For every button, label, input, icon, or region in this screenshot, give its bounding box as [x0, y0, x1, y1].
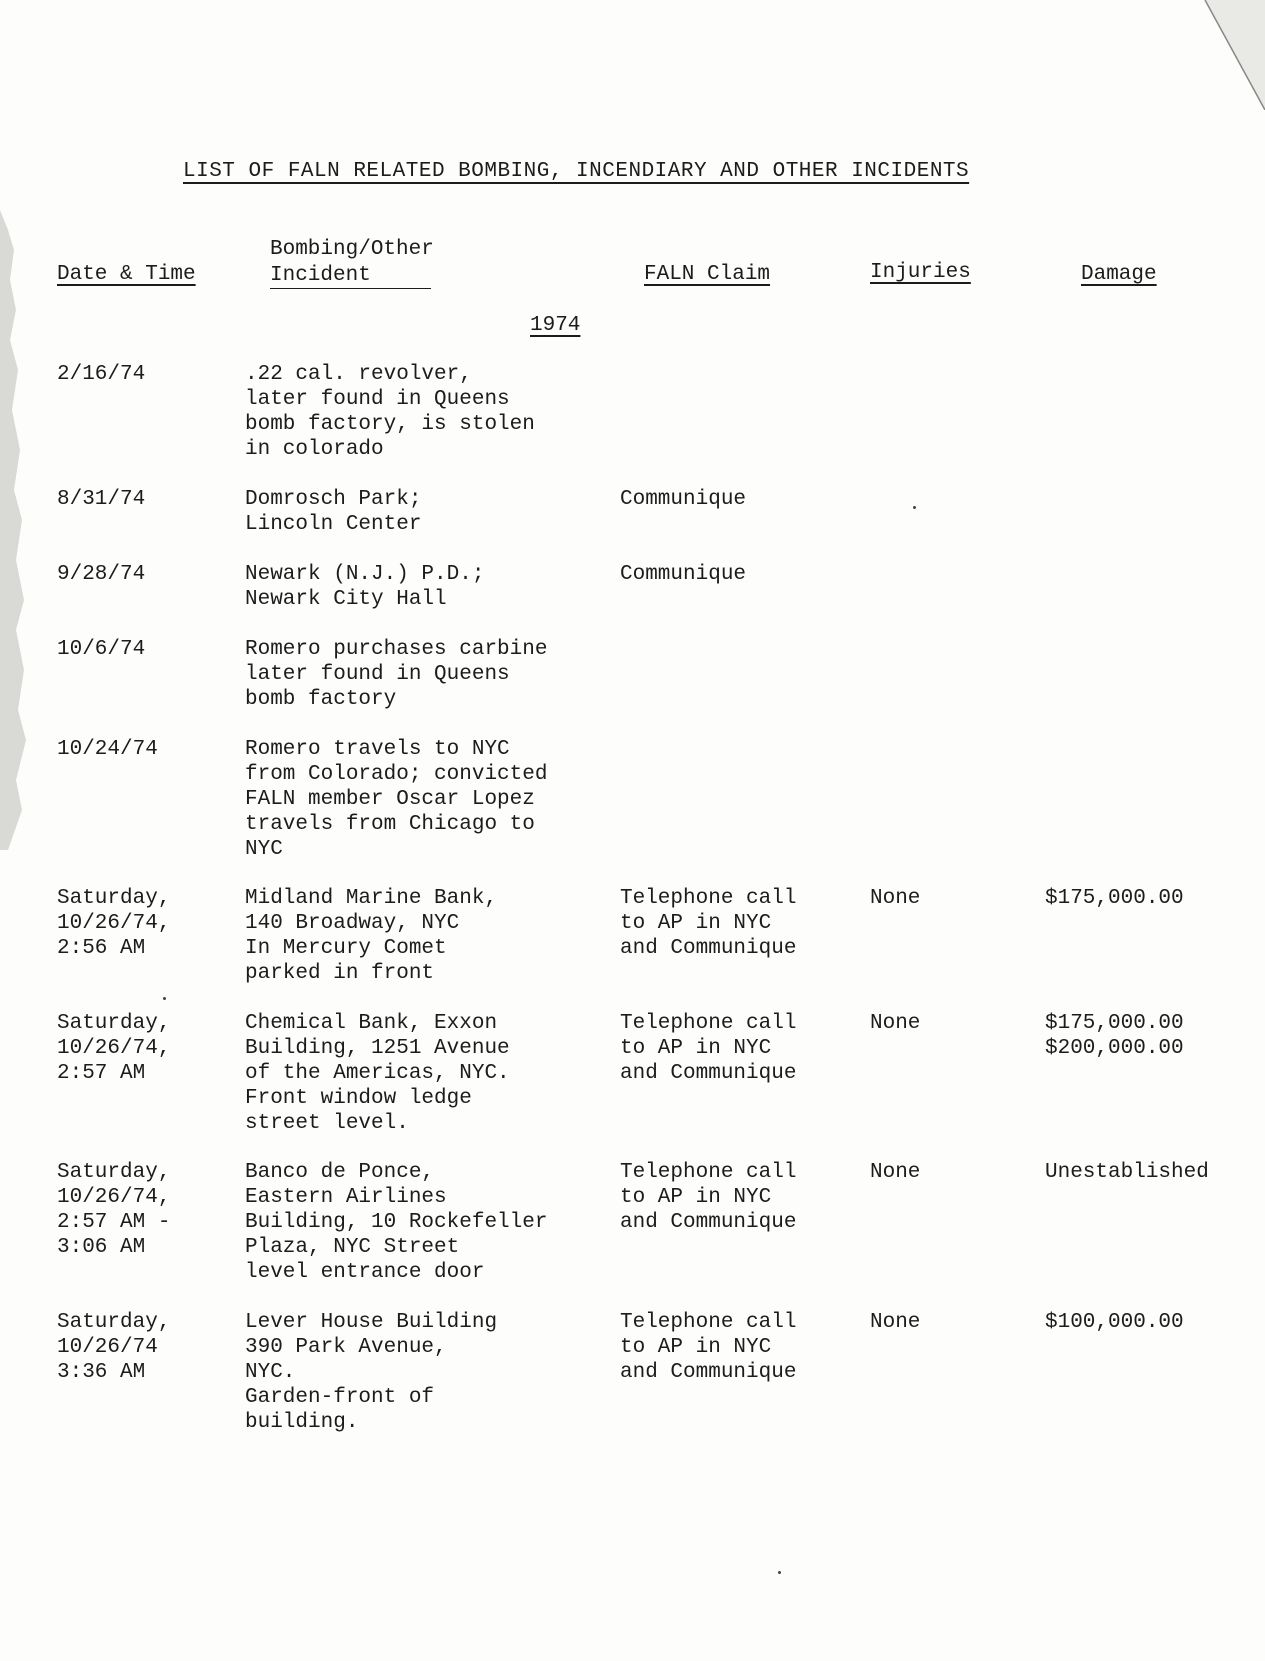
header-damage: Damage [1081, 263, 1157, 286]
row-incident: Chemical Bank, Exxon Building, 1251 Avenue of the Americas, NYC. Front window ledge street level. [245, 1012, 510, 1135]
speck-mark [778, 1571, 781, 1574]
row-claim: Telephone call to AP in NYC and Communique [620, 1311, 797, 1384]
row-date: 10/6/74 [57, 638, 146, 661]
row-incident: Romero purchases carbine later found in Queens bomb factory [245, 638, 548, 711]
row-damage: $175,000.00 $200,000.00 [1045, 1012, 1184, 1060]
row-date: Saturday, 10/26/74 3:36 AM [57, 1311, 171, 1384]
row-date: 9/28/74 [57, 563, 146, 586]
row-date: 8/31/74 [57, 488, 146, 511]
row-damage: Unestablished [1045, 1161, 1209, 1184]
row-incident: Lever House Building 390 Park Avenue, NYC. Garden-front of building. [245, 1311, 498, 1434]
header-faln-claim: FALN Claim [644, 263, 771, 286]
row-incident: Midland Marine Bank, 140 Broadway, NYC In Mercury Comet parked in front [245, 887, 498, 985]
document-title: LIST OF FALN RELATED BOMBING, INCENDIARY AND OTHER INCIDENTS [183, 160, 970, 183]
row-incident: Domrosch Park; Lincoln Center [245, 488, 422, 536]
row-date: Saturday, 10/26/74, 2:57 AM - 3:06 AM [57, 1161, 171, 1259]
row-damage: $175,000.00 [1045, 887, 1184, 910]
row-claim: Communique [620, 563, 747, 586]
speck-mark [163, 997, 166, 1000]
row-incident: .22 cal. revolver, later found in Queens bomb factory, is stolen in colorado [245, 363, 535, 461]
year-heading: 1974 [530, 314, 581, 337]
row-date: 2/16/74 [57, 363, 146, 386]
header-date-time: Date & Time [57, 263, 196, 286]
torn-edge-mark [0, 210, 34, 850]
row-date: Saturday, 10/26/74, 2:57 AM [57, 1012, 171, 1085]
folded-corner-mark [1185, 0, 1265, 110]
row-date: 10/24/74 [57, 738, 158, 761]
row-injuries: None [870, 887, 921, 910]
row-claim: Telephone call to AP in NYC and Communique [620, 1161, 797, 1234]
row-date: Saturday, 10/26/74, 2:56 AM [57, 887, 171, 960]
row-injuries: None [870, 1161, 921, 1184]
row-claim: Communique [620, 488, 747, 511]
row-incident: Romero travels to NYC from Colorado; convicted FALN member Oscar Lopez travels from Chicago to NYC [245, 738, 548, 861]
row-damage: $100,000.00 [1045, 1311, 1184, 1334]
header-injuries: Injuries [870, 261, 971, 284]
row-injuries: None [870, 1012, 921, 1035]
row-claim: Telephone call to AP in NYC and Communique [620, 1012, 797, 1085]
row-claim: Telephone call to AP in NYC and Communique [620, 887, 797, 960]
row-incident: Newark (N.J.) P.D.; Newark City Hall [245, 563, 485, 611]
row-incident: Banco de Ponce, Eastern Airlines Building, 10 Rockefeller Plaza, NYC Street level entrance door [245, 1161, 548, 1284]
header-incident: Bombing/Other Incident [270, 238, 434, 287]
row-injuries: None [870, 1311, 921, 1334]
speck-mark [913, 506, 916, 509]
